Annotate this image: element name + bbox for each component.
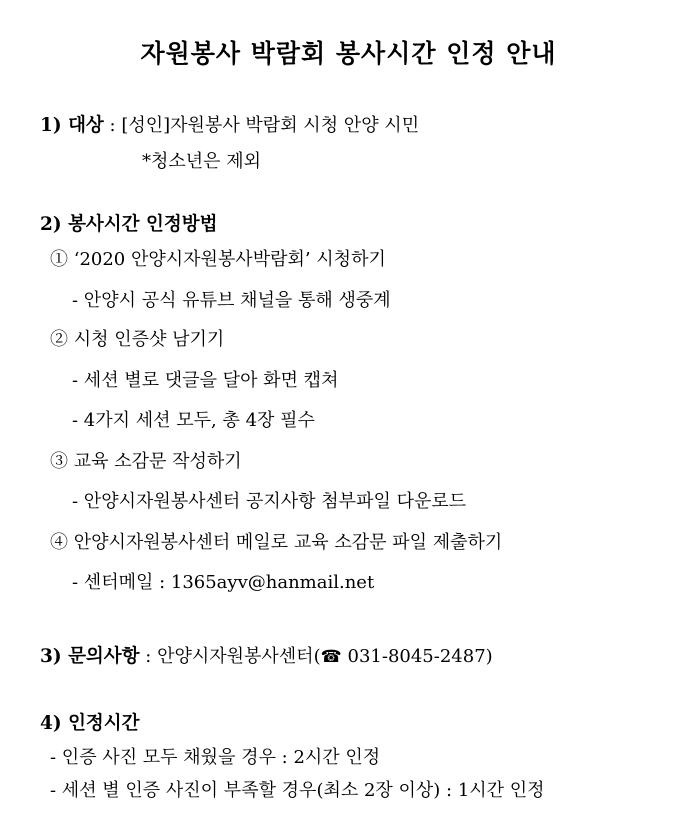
method-step-2: ② 시청 인증샷 남기기 [50, 329, 225, 350]
section-inquiry [40, 645, 493, 669]
method-step-2-detail-1: - 세션 별로 댓글을 달아 화면 캡쳐 [72, 370, 339, 391]
method-step-1: ① ‘2020 안양시자원봉사박람회’ 시청하기 [50, 249, 386, 270]
section-target-note: *청소년은 제외 [142, 151, 262, 172]
method-step-4-detail: - 센터메일 : 1365ayv@hanmail.net [72, 572, 375, 593]
inquiry-phone-number: 031-8045-2487) [341, 646, 493, 667]
section-inquiry-separator: : [139, 646, 158, 667]
page-title: 자원봉사 박람회 봉사시간 인정 안내 [140, 39, 557, 68]
section-target-text: [성인]자원봉사 박람회 시청 안양 시민 [121, 115, 420, 136]
method-step-3-detail: - 안양시자원봉사센터 공지사항 첨부파일 다운로드 [72, 491, 467, 512]
section-hours-heading: 4) 인정시간 [40, 713, 140, 734]
method-step-4: ④ 안양시자원봉사센터 메일로 교육 소감문 파일 제출하기 [50, 532, 503, 553]
section-inquiry-heading: 3) 문의사항 [40, 646, 140, 667]
hours-item-full: - 인증 사진 모두 채웠을 경우 : 2시간 인정 [50, 747, 381, 768]
inquiry-center-name: 안양시자원봉사센터( [157, 646, 321, 667]
section-target [40, 114, 419, 138]
method-step-3: ③ 교육 소감문 작성하기 [50, 451, 242, 472]
section-target-separator: : [103, 115, 122, 136]
method-step-2-detail-2: - 4가지 세션 모두, 총 4장 필수 [72, 410, 315, 431]
phone-icon: ☎ [320, 647, 342, 667]
section-target-heading: 1) 대상 [40, 115, 104, 136]
hours-item-partial: - 세션 별 인증 사진이 부족할 경우(최소 2장 이상) : 1시간 인정 [50, 780, 545, 801]
section-method-heading: 2) 봉사시간 인정방법 [40, 214, 218, 235]
method-step-1-detail: - 안양시 공식 유튜브 채널을 통해 생중계 [72, 290, 391, 311]
